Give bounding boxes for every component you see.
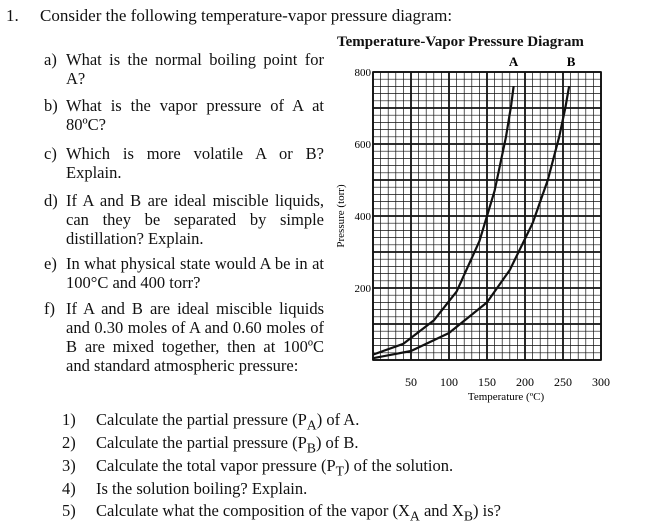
y-tick-400: 400 [354, 211, 371, 223]
x-tick-300: 300 [592, 375, 610, 389]
part-b-label: b) [44, 96, 58, 115]
subquestion-5-text: Calculate what the composition of the vapor (X [96, 501, 410, 520]
subquestion-4-text: Is the solution boiling? Explain. [96, 479, 308, 498]
part-a-text: What is the normal boiling point for A? [66, 50, 324, 88]
y-tick-600: 600 [354, 139, 371, 151]
part-e-text: In what physical state would A be in at 100°C and 400 torr? [66, 254, 324, 292]
part-c [44, 144, 324, 182]
series-label-b: B [566, 54, 576, 69]
part-b [44, 96, 324, 134]
subquestion-1-after: ) of A. [316, 410, 360, 429]
x-tick-labels [405, 375, 610, 389]
subquestion-3-subscript: T [335, 463, 345, 479]
x-tick-150: 150 [478, 375, 496, 389]
subquestion-5 [62, 501, 501, 526]
y-tick-labels [355, 67, 372, 295]
y-tick-200: 200 [354, 283, 371, 295]
curve-b [373, 86, 569, 358]
subquestion-5-subscript-a: A [409, 508, 420, 524]
x-tick-200: 200 [516, 375, 534, 389]
x-axis-label: Temperature (ºC) [467, 391, 545, 403]
subquestion-2-subscript: B [306, 440, 316, 456]
subquestion-3-after: ) of the solution. [344, 456, 454, 475]
subquestion-4 [62, 479, 307, 499]
subquestion-3 [62, 456, 453, 481]
part-a-label: a) [44, 50, 57, 69]
subquestion-5-subscript-b: B [463, 508, 473, 524]
subquestion-5-mid: and X [419, 501, 464, 520]
vapor-pressure-chart [326, 52, 626, 410]
question-prompt: Consider the following temperature-vapor pressure diagram: [40, 6, 453, 25]
part-e-label: e) [44, 254, 57, 273]
subquestion-2-after: ) of B. [315, 433, 359, 452]
curve-a [373, 86, 514, 354]
subquestion-3-number: 3) [62, 456, 76, 475]
part-b-text: What is the vapor pressure of A at 80ºC? [66, 96, 324, 134]
part-f [44, 299, 324, 375]
subquestion-5-after: ) is? [472, 501, 501, 520]
part-d [44, 191, 324, 248]
question-number: 1. [6, 6, 19, 25]
subquestion-1-subscript: A [306, 417, 317, 433]
x-tick-100: 100 [440, 375, 458, 389]
part-a [44, 50, 324, 88]
part-d-label: d) [44, 191, 58, 210]
subquestion-5-number: 5) [62, 501, 76, 520]
curves [373, 86, 569, 358]
y-tick-800: 800 [354, 67, 371, 79]
subquestion-1-text: Calculate the partial pressure (P [96, 410, 307, 429]
subquestion-2 [62, 433, 359, 458]
subquestion-1 [62, 410, 359, 435]
subquestion-4-number: 4) [62, 479, 76, 498]
chart-title: Temperature-Vapor Pressure Diagram [337, 34, 584, 50]
part-d-text: If A and B are ideal miscible liquids, can they be separated by simple distillation? Explain. [66, 191, 324, 248]
subquestion-1-number: 1) [62, 410, 76, 429]
subquestion-2-text: Calculate the partial pressure (P [96, 433, 307, 452]
part-c-text: Which is more volatile A or B? Explain. [66, 144, 324, 182]
series-label-a: A [508, 54, 519, 69]
part-e [44, 254, 324, 292]
part-f-label: f) [44, 299, 55, 318]
x-tick-50: 50 [405, 375, 417, 389]
x-tick-250: 250 [554, 375, 572, 389]
subquestion-2-number: 2) [62, 433, 76, 452]
subquestion-3-text: Calculate the total vapor pressure (P [96, 456, 336, 475]
part-c-label: c) [44, 144, 57, 163]
part-f-text: If A and B are ideal miscible liquids and 0.30 moles of A and 0.60 moles of B are mixed together, then at 100ºC and standard atmospheric pressure: [66, 299, 324, 375]
y-axis-label: Pressure (torr) [335, 184, 347, 248]
